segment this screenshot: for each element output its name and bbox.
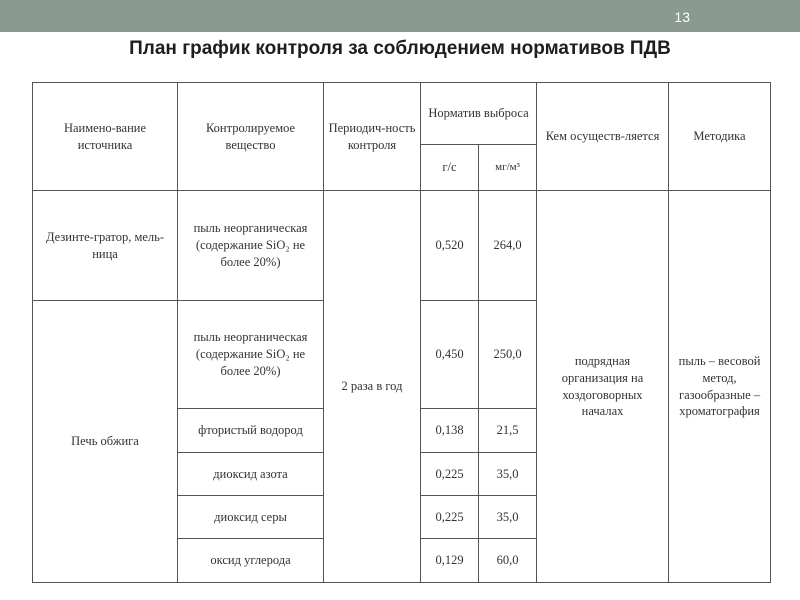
- header-who: Кем осуществ-ляется: [537, 83, 669, 191]
- row-5-substance: диоксид серы: [178, 496, 324, 539]
- row-1-gs: 0,520: [421, 191, 479, 301]
- row-3-mg: 21,5: [479, 409, 537, 453]
- header-source: Наимено-вание источника: [33, 83, 178, 191]
- period-value: 2 раза в год: [324, 191, 421, 583]
- header-substance: Контролируемое вещество: [178, 83, 324, 191]
- row-4-mg: 35,0: [479, 453, 537, 496]
- row-4-gs: 0,225: [421, 453, 479, 496]
- row-5-mg: 35,0: [479, 496, 537, 539]
- control-schedule-table: [32, 82, 771, 583]
- row-5-gs: 0,225: [421, 496, 479, 539]
- row-1-source: Дезинте-гратор, мель-ница: [33, 191, 178, 301]
- who-value: подрядная организация на хоздоговорных началах: [537, 191, 669, 583]
- row-2-source: Печь обжига: [33, 301, 178, 583]
- header-norm: Норматив выброса: [421, 83, 537, 145]
- row-6-mg: 60,0: [479, 539, 537, 583]
- row-2-gs: 0,450: [421, 301, 479, 409]
- page-number: 13: [674, 9, 690, 25]
- row-2-substance: пыль неорганическая (содержание SiO₂ не более 20%): [178, 301, 324, 409]
- slide-header-bar: [0, 0, 800, 32]
- page-title: План график контроля за соблюдением нормативов ПДВ: [129, 38, 671, 59]
- row-2-mg: 250,0: [479, 301, 537, 409]
- row-1-substance: пыль неорганическая (содержание SiO₂ не более 20%): [178, 191, 324, 301]
- row-6-gs: 0,129: [421, 539, 479, 583]
- row-3-substance: фтористый водород: [178, 409, 324, 453]
- header-norm-mgm3: мг/м³: [479, 145, 537, 191]
- row-4-substance: диоксид азота: [178, 453, 324, 496]
- method-value: пыль – весовой метод, газообразные – хроматография: [669, 191, 771, 583]
- header-period: Периодич-ность контроля: [324, 83, 421, 191]
- row-1-mg: 264,0: [479, 191, 537, 301]
- header-method: Методика: [669, 83, 771, 191]
- row-3-gs: 0,138: [421, 409, 479, 453]
- row-6-substance: оксид углерода: [178, 539, 324, 583]
- header-norm-gs: г/с: [421, 145, 479, 191]
